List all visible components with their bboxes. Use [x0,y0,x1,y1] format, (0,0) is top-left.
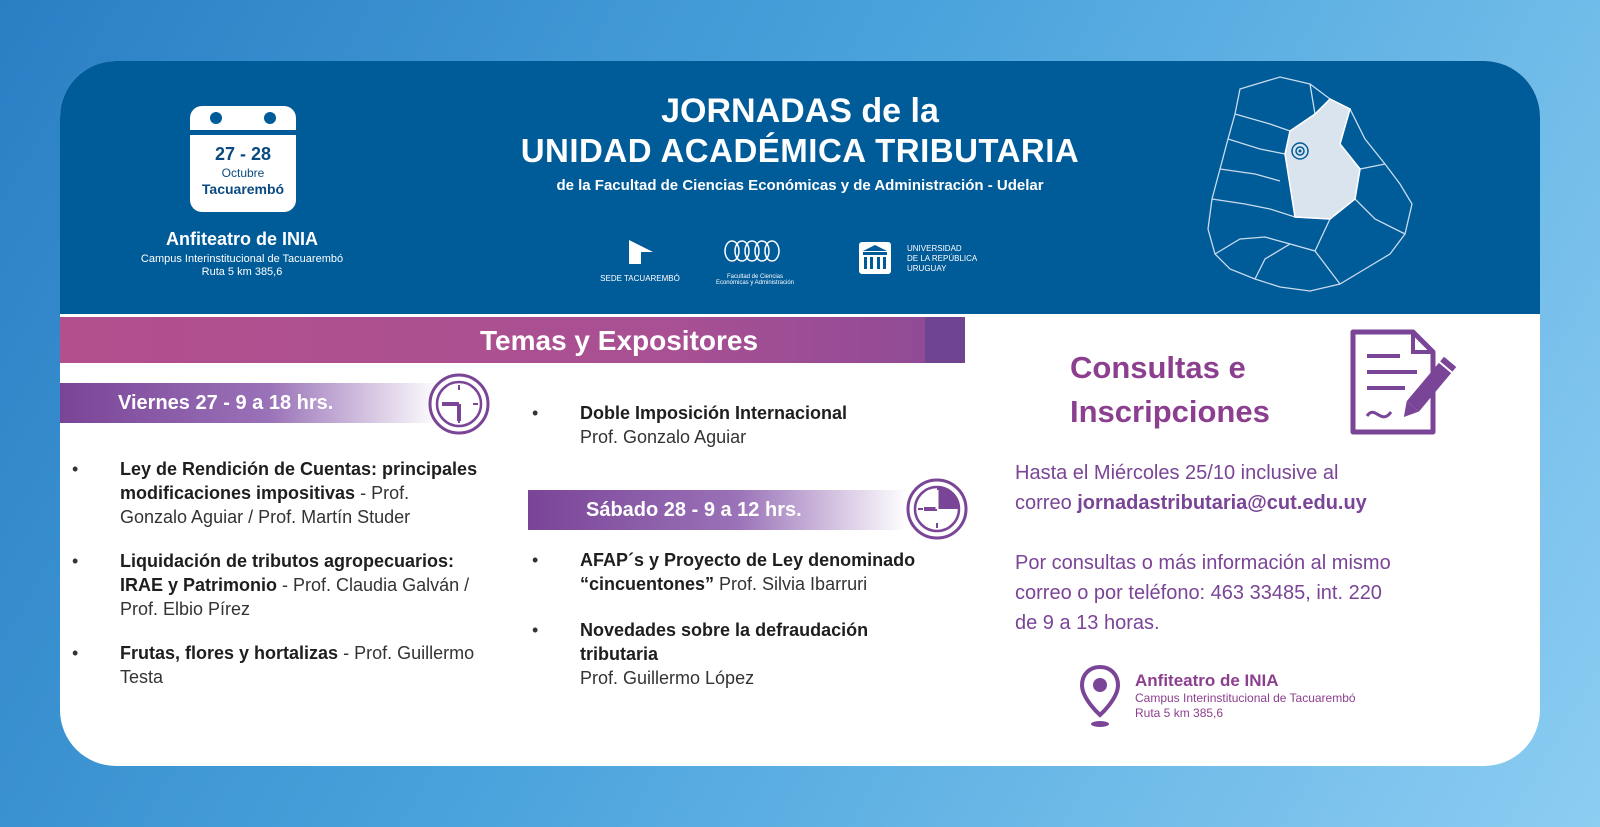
footer-venue-route: Ruta 5 km 385,6 [1135,706,1224,720]
consultas-title: Consultas e Inscripciones [1070,350,1270,429]
sede-tacuarembo-logo: SEDE TACUAREMBÓ [600,236,680,283]
venue-title: Anfiteatro de INIA [165,229,318,249]
event-title [490,91,1110,194]
ribbon-end-accent [925,317,965,363]
list-item: • Novedades sobre la defraudación tributaria Prof. Guillermo López [520,618,940,690]
list-item: • Doble Imposición Internacional Prof. Gonzalo Aguiar [520,401,920,449]
friday-band: Viernes 27 - 9 a 18 hrs. [60,383,440,423]
calendar-dates: 27 - 28 [214,144,272,164]
logos-row [600,236,1020,296]
list-item: • Frutas, flores y hortalizas - Prof. Guillermo Testa [60,641,480,689]
list-item: • Ley de Rendición de Cuentas: principales modificaciones impositivas - Prof. Gonzalo Aguiar / Prof. Martín Studer [60,457,480,529]
topics-ribbon [60,317,965,363]
saturday-band: Sábado 28 - 9 a 12 hrs. [528,490,908,530]
deadline-text: Hasta el Miércoles 25/10 inclusive al correo jornadastributaria@cut.edu.uy [1015,462,1367,514]
document-pen-icon [1345,326,1465,441]
calendar-ring-left [210,112,222,124]
event-card [60,61,1540,766]
location-pin-icon [1080,665,1120,729]
footer-venue [1135,671,1356,721]
title-line-1: JORNADAS de la [661,92,939,130]
sede-logo-icon [623,236,657,266]
info-text: Por consultas o más información al mismo correo o por teléfono: 463 33485, int. 220 de 9 a 13 horas. [1015,552,1391,634]
ribbon-title: Temas y Expositores [480,325,759,356]
udelar-building-icon [855,238,895,278]
venue-route: Ruta 5 km 385,6 [201,266,283,278]
list-item: • Liquidación de tributos agropecuarios: IRAE y Patrimonio - Prof. Claudia Galván / Prof. Elbio Pírez [60,549,480,621]
uruguay-map [1200,69,1430,299]
calendar-ring-right [264,112,276,124]
header-venue [110,229,374,278]
calendar-month: Octubre [221,166,265,180]
venue-campus: Campus Interinstitucional de Tacuarembó [140,253,344,265]
title-line-2: UNIDAD ACADÉMICA TRIBUTARIA [520,132,1080,169]
clock-icon [906,478,968,540]
fcea-logo-icon [720,236,790,266]
calendar-header-line [190,130,296,135]
list-item: • AFAP´s y Proyecto de Ley denominado “cincuentones” Prof. Silvia Ibarruri [520,548,940,596]
event-subtitle: de la Facultad de Ciencias Económicas y de Administración - Udelar [556,177,1044,194]
footer-venue-campus: Campus Interinstitucional de Tacuarembó [1135,691,1356,705]
header-banner [60,61,1540,314]
footer-venue-title: Anfiteatro de INIA [1135,671,1279,690]
saturday-topics [520,548,940,690]
calendar-icon [190,106,296,212]
fcea-logo: Facultad de Ciencias Económicas y Administración [710,236,800,286]
friday-extra-topic [520,401,920,449]
contact-email[interactable]: jornadastributaria@cut.edu.uy [1077,492,1367,514]
udelar-text: UNIVERSIDAD DE LA REPÚBLICA URUGUAY [907,244,978,273]
clock-icon [428,373,490,435]
calendar-city: Tacuarembó [201,181,285,197]
friday-topics [60,457,480,689]
